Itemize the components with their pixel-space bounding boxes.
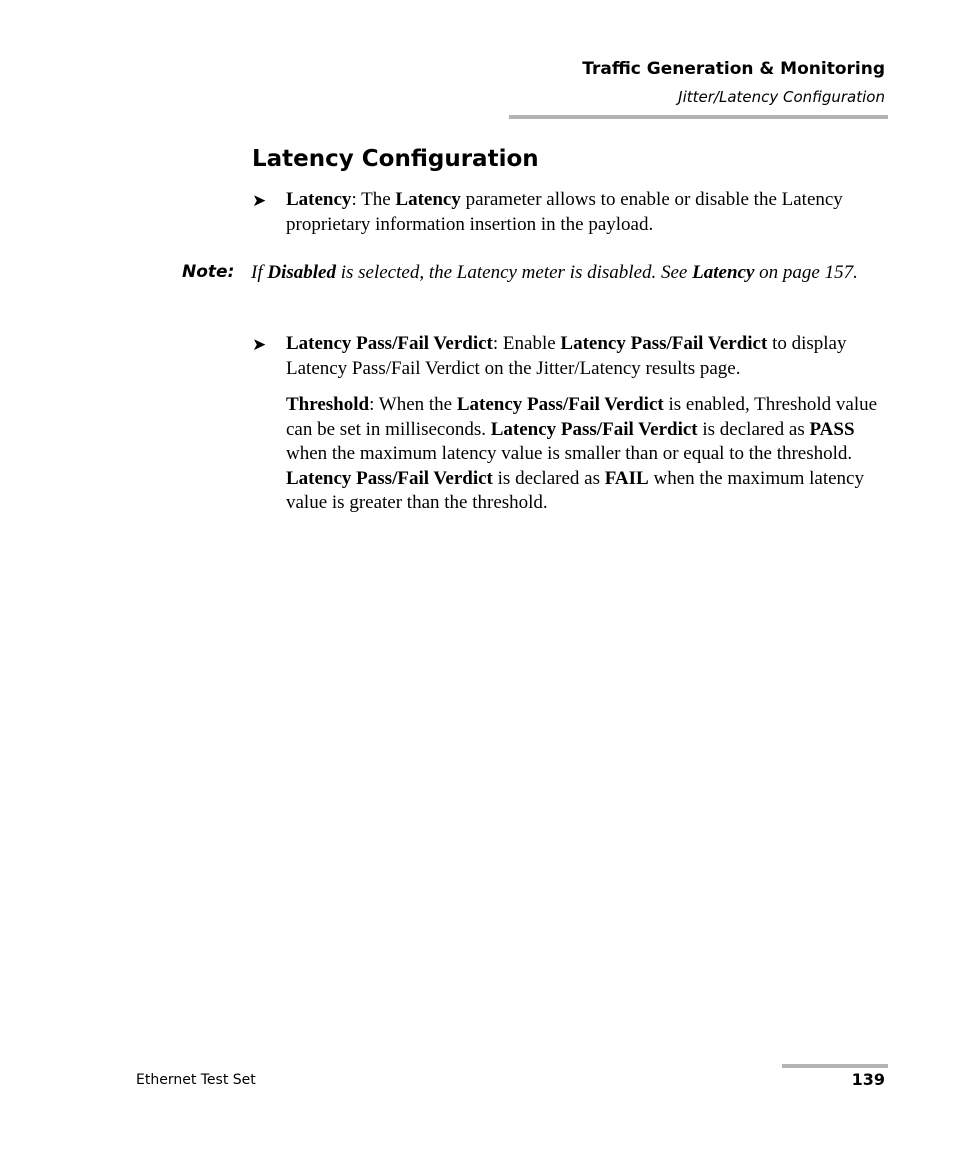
bold-term: Latency Pass/Fail Verdict — [490, 418, 698, 440]
note-text — [251, 260, 891, 285]
bold-term: Latency Pass/Fail Verdict — [560, 333, 768, 354]
bold-term: Latency — [395, 189, 461, 210]
running-header-title: Traffic Generation & Monitoring — [582, 59, 885, 79]
bold-term: Disabled — [267, 262, 336, 283]
bold-term: FAIL — [604, 467, 649, 489]
text-run: is enabled, Threshold value can be set in milliseconds. — [286, 394, 878, 440]
text-run: when the maximum latency value is greater than the threshold. — [286, 467, 864, 513]
text-run: to display Latency Pass/Fail Verdict on the Jitter/Latency results page. — [286, 333, 847, 379]
running-header-subtitle: Jitter/Latency Configuration — [678, 88, 885, 106]
term: Threshold — [286, 394, 370, 415]
text-run: : Enable — [492, 333, 561, 354]
term: Latency Pass/Fail Verdict — [286, 333, 493, 354]
text-run: is declared as — [492, 467, 605, 489]
text-run: : When the — [369, 394, 457, 415]
cross-reference-link[interactable]: Latency — [692, 262, 755, 283]
header-rule — [509, 115, 888, 119]
threshold-paragraph — [286, 393, 888, 516]
page-number: 139 — [851, 1070, 885, 1089]
bullet-arrow-icon: ➤ — [252, 335, 267, 355]
bold-term: PASS — [809, 418, 855, 440]
text-run: parameter allows to enable or disable the Latency proprietary information insertion in the payload. — [286, 189, 843, 235]
footer-document-title: Ethernet Test Set — [136, 1072, 256, 1088]
bold-term: Latency Pass/Fail Verdict — [456, 394, 664, 415]
bullet-latency-pass-fail-verdict — [286, 332, 888, 381]
term: Latency — [286, 189, 352, 210]
text-run: when the maximum latency value is smaller than or equal to the threshold. — [286, 443, 853, 464]
text-run: : The — [351, 189, 396, 210]
section-heading: Latency Configuration — [252, 146, 539, 172]
bold-term: Latency Pass/Fail Verdict — [286, 467, 493, 489]
text-run: on page 157. — [754, 262, 858, 283]
text-run: is selected, the Latency meter is disabled. See — [335, 262, 693, 283]
bullet-arrow-icon: ➤ — [252, 191, 267, 211]
note-label: Note: — [182, 262, 235, 282]
bullet-latency — [286, 188, 888, 237]
footer-rule — [782, 1064, 888, 1068]
text-run: is declared as — [697, 418, 810, 440]
text-run: If — [251, 262, 268, 283]
